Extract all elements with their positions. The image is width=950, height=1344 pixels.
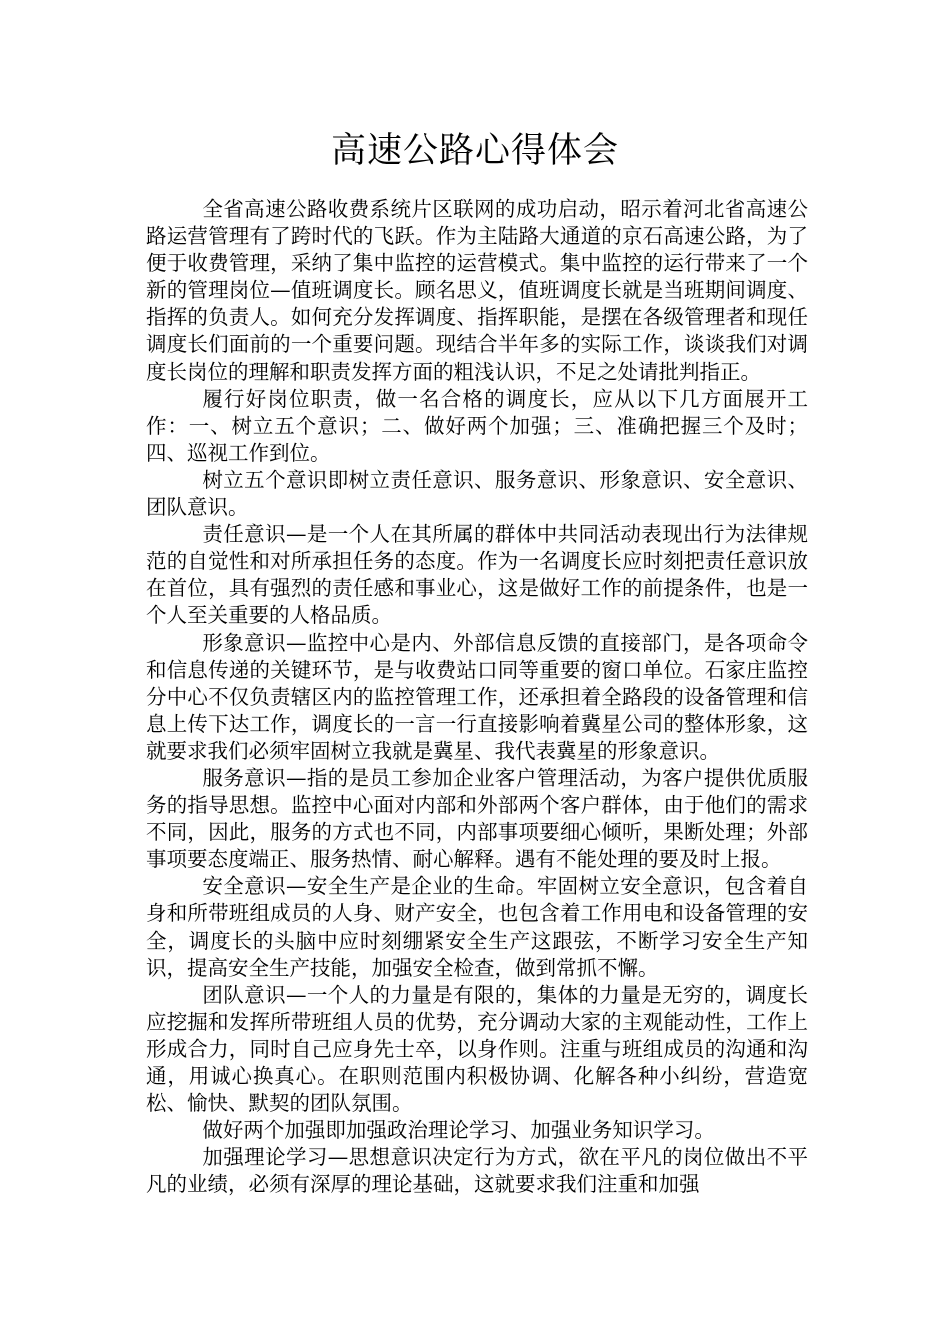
paragraph: 做好两个加强即加强政治理论学习、加强业务知识学习。 [202, 1118, 715, 1143]
paragraph: 全省高速公路收费系统片区联网的成功启动，昭示着河北省高速公路运营管理有了跨时代的飞跃。作为主陆路大通道的京石高速公路，为了便于收费管理，采纳了集中监控的运营模式。集中监控的运行带来了一个新的管理岗位—值班调度长。顾名思义，值班调度长就是当班期间调度、指挥的负责人。如何充分发挥调度、指挥职能，是摆在各级管理者和现任调度长们面前的一个重要问题。现结合半年多的实际工作，谈谈我们对调度长岗位的理解和职责发挥方面的粗浅认识，不足之处请批判指正。 [146, 197, 808, 384]
paragraph: 履行好岗位职责，做一名合格的调度长，应从以下几方面展开工作：一、树立五个意识；二、做好两个加强；三、准确把握三个及时；四、巡视工作到位。 [146, 386, 808, 465]
document-title: 高速公路心得体会 [330, 131, 619, 171]
paragraph: 团队意识—一个人的力量是有限的，集体的力量是无穷的，调度长应挖掘和发挥所带班组人员的优势，充分调动大家的主观能动性，工作上形成合力，同时自己应身先士卒，以身作则。注重与班组成员的沟通和沟通，用诚心换真心。在职则范围内积极协调、化解各种小纠纷，营造宽松、愉快、默契的团队氛围。 [146, 982, 808, 1116]
paragraph: 树立五个意识即树立责任意识、服务意识、形象意识、安全意识、团队意识。 [146, 467, 808, 520]
paragraph: 安全意识—安全生产是企业的生命。牢固树立安全意识，包含着自身和所带班组成员的人身、财产安全，也包含着工作用电和设备管理的安全，调度长的头脑中应时刻绷紧安全生产这跟弦，不断学习安全生产知识，提高安全生产技能，加强安全检查，做到常抓不懈。 [146, 874, 808, 980]
paragraph: 服务意识—指的是员工参加企业客户管理活动，为客户提供优质服务的指导思想。监控中心面对内部和外部两个客户群体，由于他们的需求不同，因此，服务的方式也不同，内部事项要细心倾听，果断处理；外部事项要态度端正、服务热情、耐心解释。遇有不能处理的要及时上报。 [146, 765, 808, 872]
paragraph: 加强理论学习—思想意识决定行为方式，欲在平凡的岗位做出不平凡的业绩，必须有深厚的理论基础，这就要求我们注重和加强 [146, 1145, 808, 1197]
paragraph: 形象意识—监控中心是内、外部信息反馈的直接部门，是各项命令和信息传递的关键环节，是与收费站口同等重要的窗口单位。石家庄监控分中心不仅负责辖区内的监控管理工作，还承担着全路段的设备管理和信息上传下达工作，调度长的一言一行直接影响着冀星公司的整体形象，这就要求我们必须牢固树立我就是冀星、我代表冀星的形象意识。 [146, 630, 808, 763]
document-body [146, 196, 808, 1198]
paragraph: 责任意识—是一个人在其所属的群体中共同活动表现出行为法律规范的自觉性和对所承担任务的态度。作为一名调度长应时刻把责任意识放在首位，具有强烈的责任感和事业心，这是做好工作的前提条件，也是一个人至关重要的人格品质。 [146, 522, 808, 628]
